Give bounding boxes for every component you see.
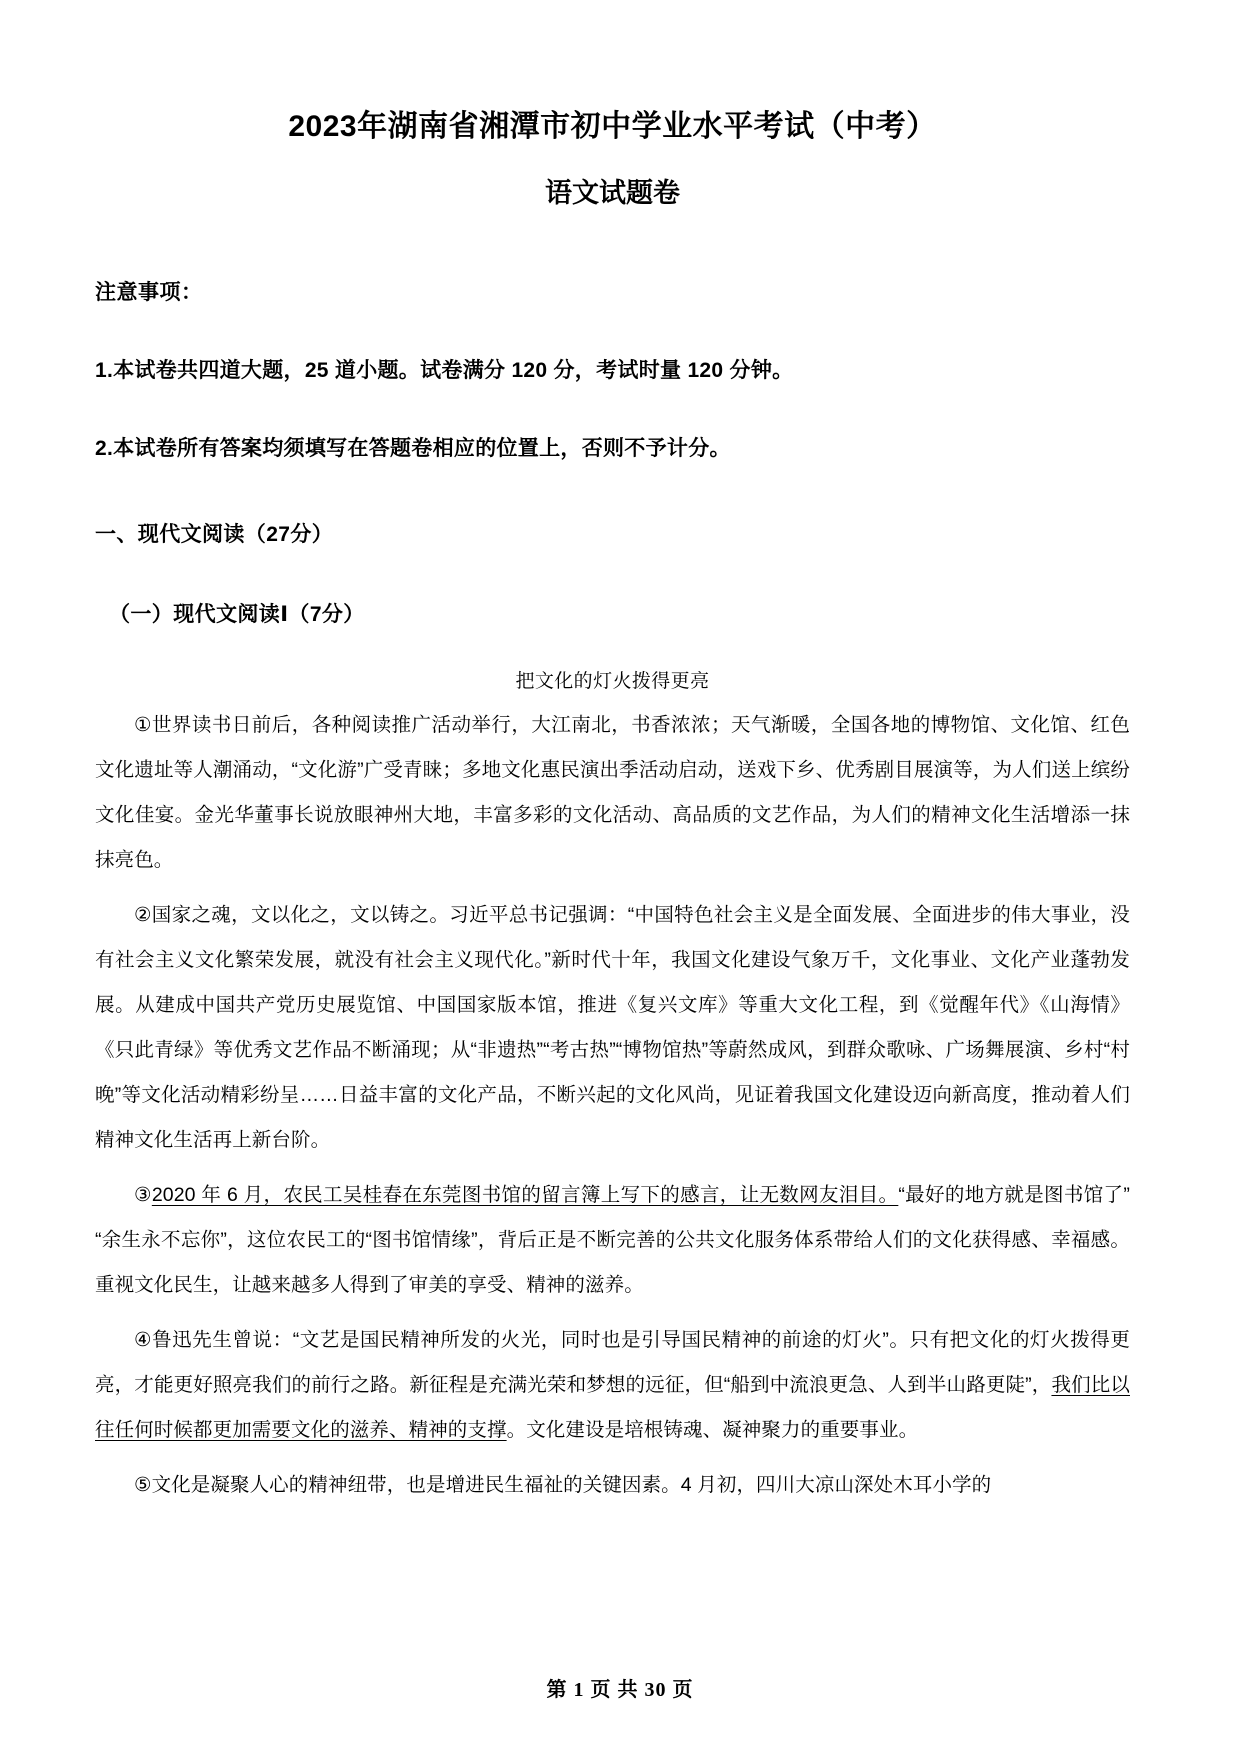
- article-paragraph-1: ①世界读书日前后，各种阅读推广活动举行，大江南北，书香浓浓；天气渐暖，全国各地的博物馆、文化馆、红色文化遗址等人潮涌动，“文化游”广受青睐；多地文化惠民演出季活动启动，送戏下乡、优秀剧目展演等，为人们送上缤纷文化佳宴。金光华董事长说放眼神州大地，丰富多彩的文化活动、高品质的文艺作品，为人们的精神文化生活增添一抹抹亮色。: [95, 713, 1130, 871]
- article-paragraph-5: ⑤文化是凝聚人心的精神纽带，也是增进民生福祉的关键因素。4 月初，四川大凉山深处木耳小学的: [134, 1473, 992, 1496]
- notice-item-2: 2.本试卷所有答案均须填写在答题卷相应的位置上，否则不予计分。: [95, 436, 731, 460]
- article-title: 把文化的灯火拨得更亮: [515, 670, 710, 692]
- notice-heading: 注意事项：: [95, 280, 203, 304]
- page-subtitle: 语文试题卷: [545, 178, 680, 208]
- section-heading-one: 一、现代文阅读（27分）: [95, 522, 334, 546]
- paragraph-4-rest-text: 。文化建设是培根铸魂、凝神聚力的重要事业。: [506, 1418, 919, 1441]
- page-footer: 第 1 页 共 30 页: [546, 1679, 694, 1701]
- paragraph-3-rest-text: “最好的地方就是图书馆了”“余生永不忘你”，这位农民工的“图书馆情缘”，背后正是不断完善的公共文化服务体系带给人们的文化获得感、幸福感。重视文化民生，让越来越多人得到了审美的享受、精神的滋养。: [95, 1183, 1130, 1296]
- paragraph-3-underlined-text: 2020 年 6 月，农民工吴桂春在东莞图书馆的留言簿上写下的感言，让无数网友泪目。: [151, 1183, 899, 1206]
- page-title: 2023年湖南省湘潭市初中学业水平考试（中考）: [288, 110, 937, 143]
- notice-item-1: 1.本试卷共四道大题，25 道小题。试卷满分 120 分，考试时量 120 分钟。: [95, 358, 794, 382]
- article-paragraph-2: ②国家之魂，文以化之，文以铸之。习近平总书记强调：“中国特色社会主义是全面发展、全面进步的伟大事业，没有社会主义文化繁荣发展，就没有社会主义现代化。”新时代十年，我国文化建设气象万千，文化事业、文化产业蓬勃发展。从建成中国共产党历史展览馆、中国国家版本馆，推进《复兴文库》等重大文化工程，到《觉醒年代》《山海情》《只此青绿》等优秀文艺作品不断涌现；从“非遗热”“考古热”“博物馆热”等蔚然成风，到群众歌咏、广场舞展演、乡村“村晚”等文化活动精彩纷呈……日益丰富的文化产品，不断兴起的文化风尚，见证着我国文化建设迈向新高度，推动着人们精神文化生活再上新台阶。: [95, 903, 1130, 1151]
- subsection-heading-one: （一）现代文阅读Ⅰ（7分）: [109, 602, 365, 626]
- paragraph-3-marker: ③: [134, 1183, 152, 1206]
- paragraph-4-underlined-text: 我们比以往任何时候都更加需要文化的滋养、精神的支撑: [95, 1373, 1130, 1441]
- article-paragraph-3: [95, 1173, 1130, 1308]
- article-paragraph-4: [95, 1318, 1130, 1453]
- paragraph-4-lead-text: ④鲁迅先生曾说：“文艺是国民精神所发的火光，同时也是引导国民精神的前途的灯火”。只有把文化的灯火拨得更亮，才能更好照亮我们的前行之路。新征程是充满光荣和梦想的远征，但“船到中流浪更急、人到半山路更陡”，: [95, 1328, 1130, 1396]
